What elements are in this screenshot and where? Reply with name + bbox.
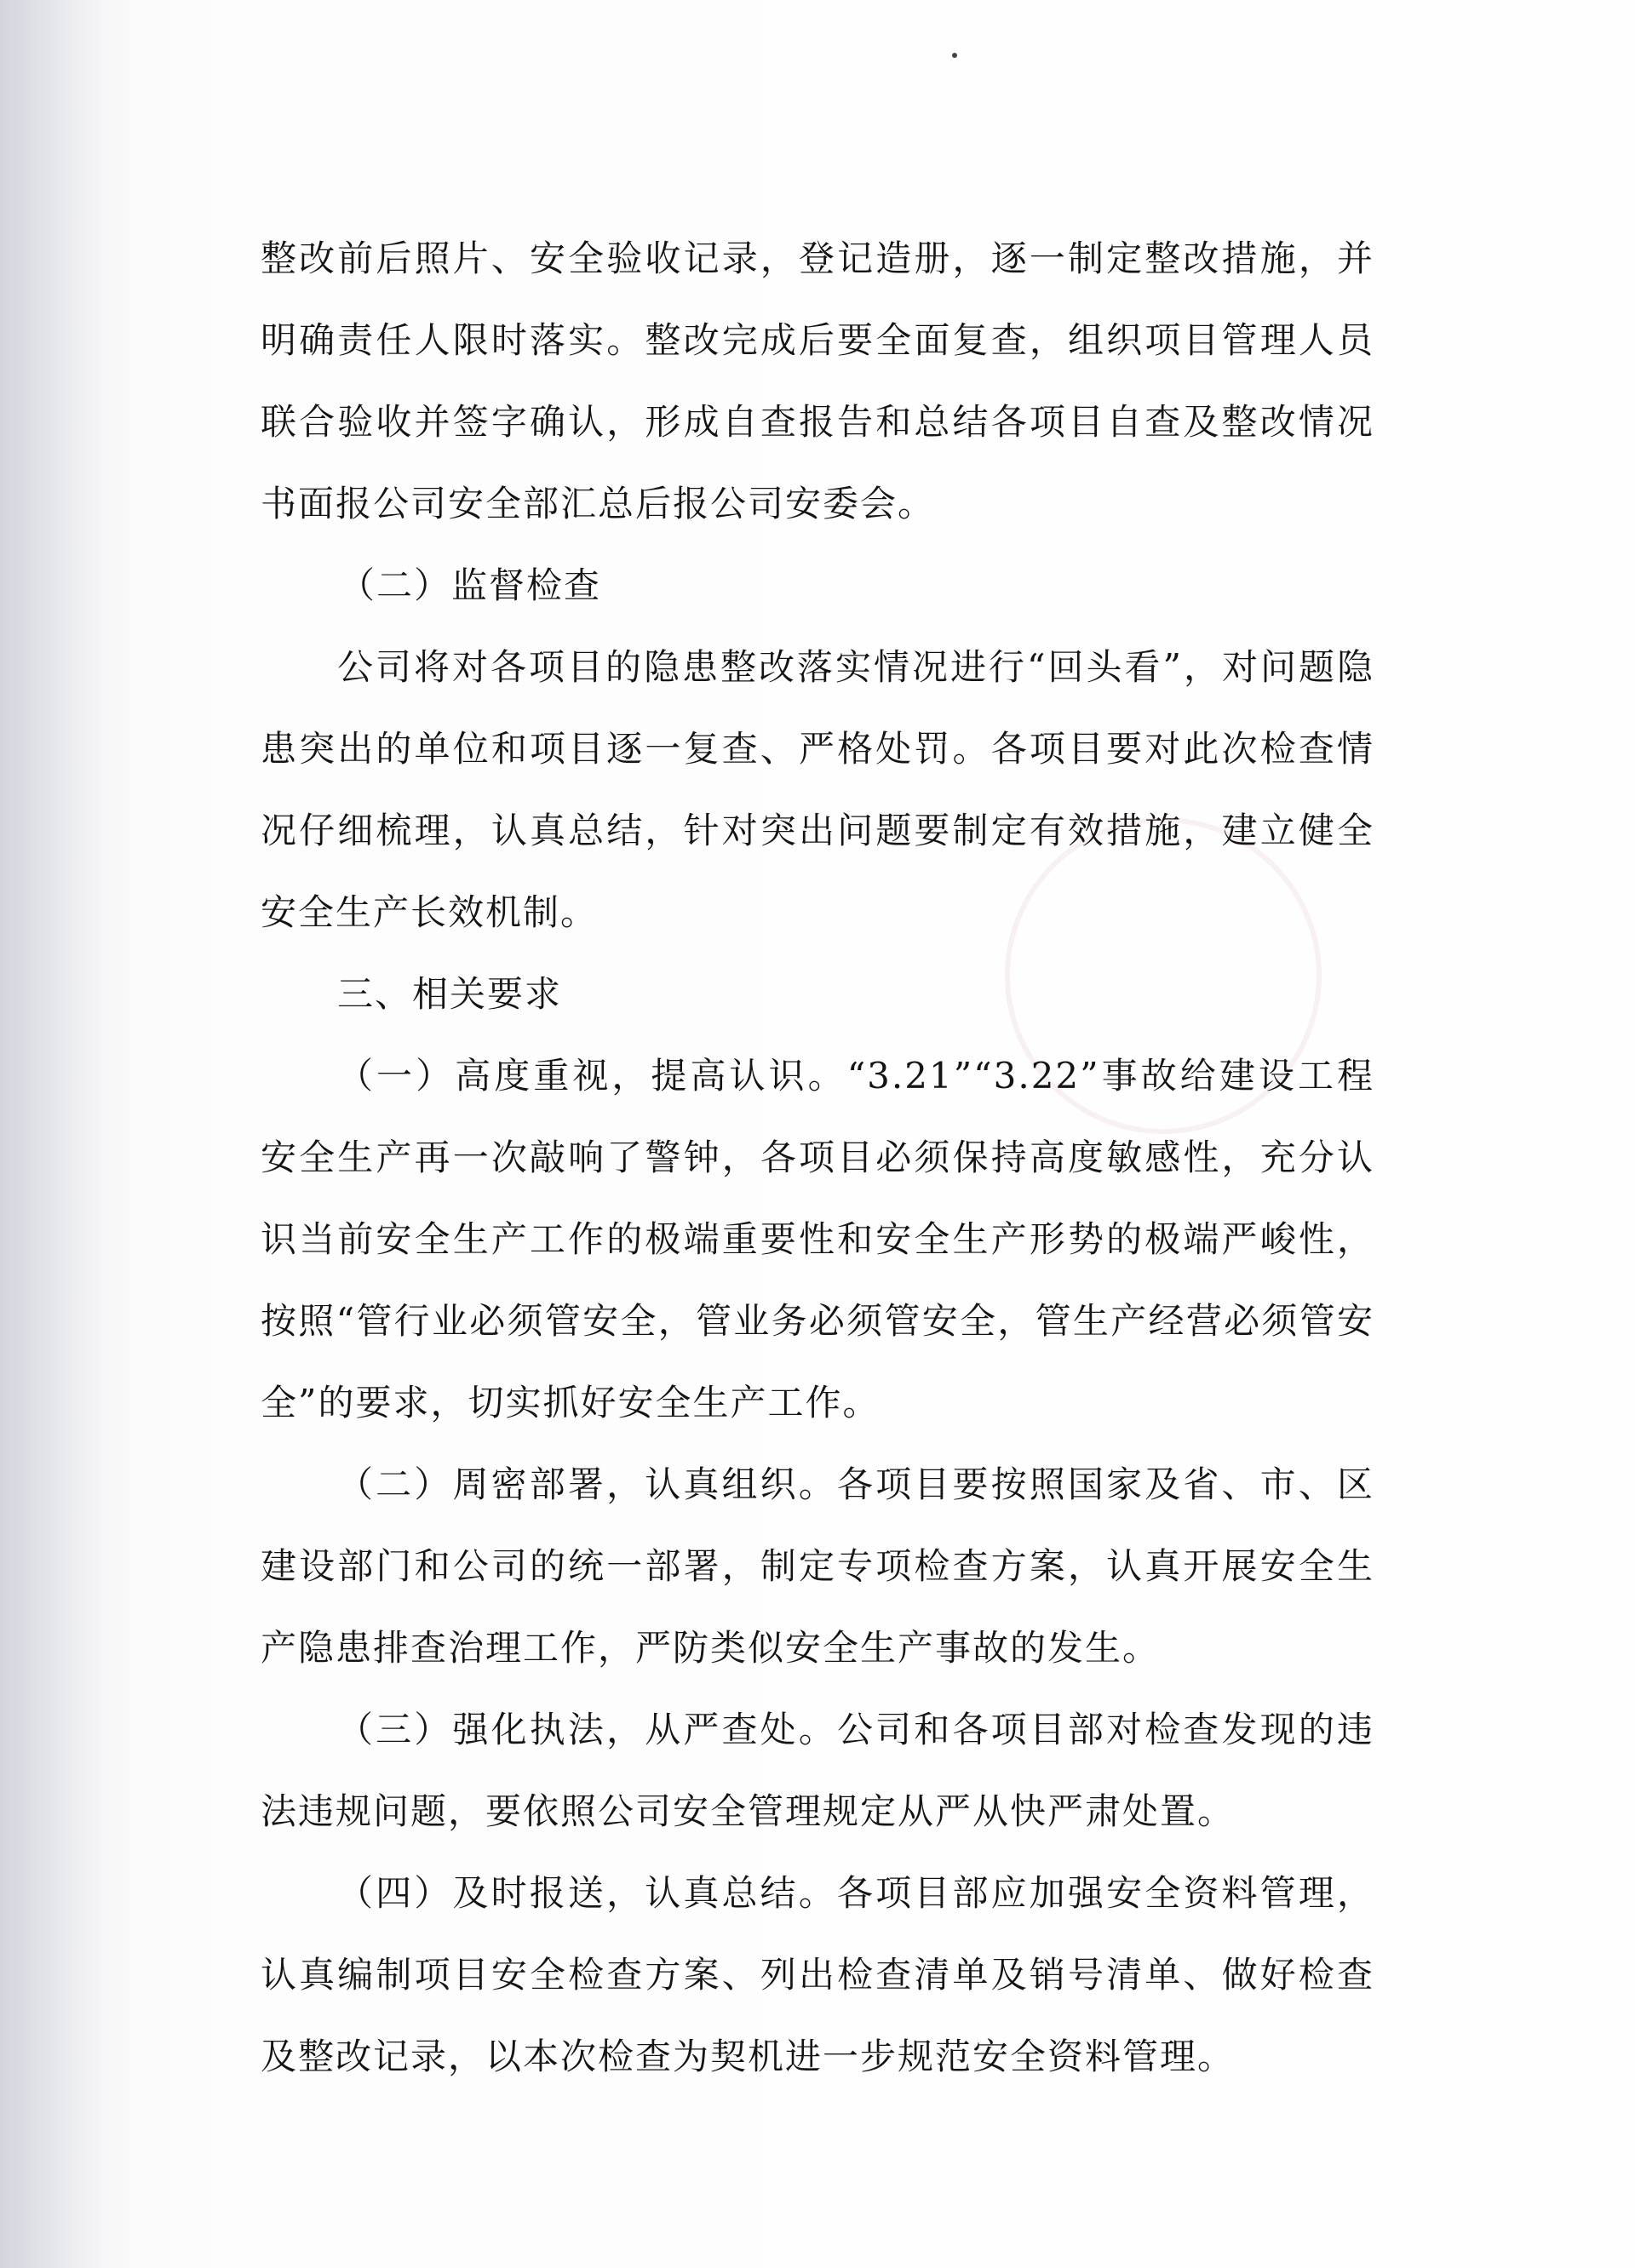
heading-requirements: 三、相关要求: [337, 973, 563, 1015]
paragraph-requirement-1: （一）高度重视，提高认识。“3.21”“3.22”事故给建设工程安全生产再一次敲响了警钟，各项目必须保持高度敏感性，充分认识当前安全生产工作的极端重要性和安全生产形势的极端严峻性，按照“管行业必须管安全，管业务必须管安全，管生产经营必须管安全”的要求，切实抓好安全生产工作。: [261, 1055, 1374, 1423]
paragraph-supervision: 公司将对各项目的隐患整改落实情况进行“回头看”，对问题隐患突出的单位和项目逐一复查、严格处罚。各项目要对此次检查情况仔细梳理，认真总结，针对突出问题要制定有效措施，建立健全安全生产长效机制。: [261, 646, 1374, 933]
binding-shadow: [0, 0, 111, 2268]
subheading-supervision: （二）监督检查: [339, 564, 602, 606]
paragraph-requirement-3: （三）强化执法，从严查处。公司和各项目部对检查发现的违法违规问题，要依照公司安全管理规定从严从快严肃处置。: [261, 1709, 1374, 1832]
paragraph-continuation: 整改前后照片、安全验收记录，登记造册，逐一制定整改措施，并明确责任人限时落实。整改完成后要全面复查，组织项目管理人员联合验收并签字确认，形成自查报告和总结各项目自查及整改情况书面报公司安全部汇总后报公司安委会。: [261, 238, 1374, 524]
scan-speck: [952, 53, 957, 58]
paragraph-requirement-2: （二）周密部署，认真组织。各项目要按照国家及省、市、区建设部门和公司的统一部署，制定专项检查方案，认真开展安全生产隐患排查治理工作，严防类似安全生产事故的发生。: [261, 1463, 1374, 1669]
document-body: [261, 218, 1374, 2098]
paragraph-requirement-4: （四）及时报送，认真总结。各项目部应加强安全资料管理，认真编制项目安全检查方案、列出检查清单及销号清单、做好检查及整改记录，以本次检查为契机进一步规范安全资料管理。: [261, 1872, 1374, 2077]
